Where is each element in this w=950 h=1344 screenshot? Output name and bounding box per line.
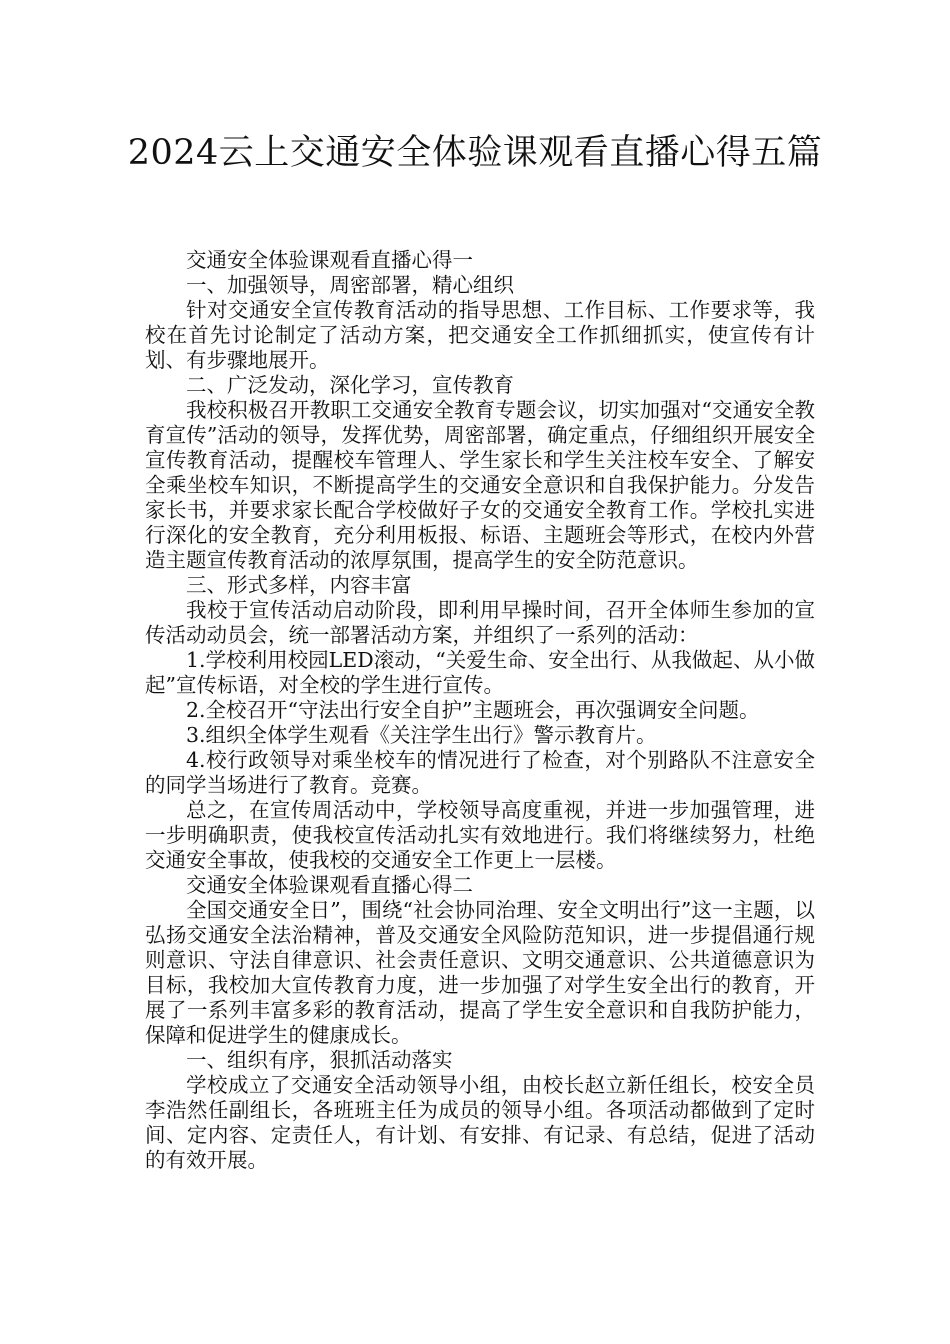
subsection-heading: 三、形式多样，内容丰富 [186,573,412,597]
body-paragraph: 全国交通安全日”，围绕“社会协同治理、安全文明出行”这一主题，以弘扬交通安全法治精神，普及交通安全风险防范知识，进一步提倡通行规则意识、守法自律意识、社会责任意识、文明交通意识、公共道德意识为目标，我校加大宣传教育力度，进一步加强了对学生安全出行的教育，开展了一系列丰富多彩的教育活动，提高了学生安全意识和自我防护能力，保障和促进学生的健康成长。 [145,898,815,1047]
subsection-heading: 一、加强领导，周密部署，精心组织 [186,273,514,297]
body-paragraph: 学校成立了交通安全活动领导小组，由校长赵立新任组长，校安全员李浩然任副组长，各班班主任为成员的领导小组。各项活动都做到了定时间、定内容、定责任人，有计划、有安排、有记录、有总结，促进了活动的有效开展。 [145,1073,815,1172]
body-paragraph: 我校于宣传活动启动阶段，即利用早操时间，召开全体师生参加的宣传活动动员会，统一部署活动方案，并组织了一系列的活动： [145,598,815,647]
list-item: 3.组织全体学生观看《关注学生出行》警示教育片。 [186,723,657,747]
body-paragraph: 总之，在宣传周活动中，学校领导高度重视，并进一步加强管理，进一步明确职责，使我校宣传活动扎实有效地进行。我们将继续努力，杜绝交通安全事故，使我校的交通安全工作更上一层楼。 [145,798,815,872]
subsection-heading: 一、组织有序，狠抓活动落实 [186,1048,453,1072]
body-paragraph: 我校积极召开教职工交通安全教育专题会议，切实加强对“交通安全教育宣传”活动的领导，发挥优势，周密部署，确定重点，仔细组织开展安全宣传教育活动，提醒校车管理人、学生家长和学生关注校车安全、了解安全乘坐校车知识，不断提高学生的交通安全意识和自我保护能力。分发告家长书，并要求家长配合学校做好子女的交通安全教育工作。学校扎实进行深化的安全教育，充分利用板报、标语、主题班会等形式，在校内外营造主题宣传教育活动的浓厚氛围，提高学生的安全防范意识。 [145,398,815,572]
body-paragraph: 针对交通安全宣传教育活动的指导思想、工作目标、工作要求等，我校在首先讨论制定了活动方案，把交通安全工作抓细抓实，使宣传有计划、有步骤地展开。 [145,298,815,372]
section-heading: 交通安全体验课观看直播心得一 [186,248,473,272]
list-item: 4.校行政领导对乘坐校车的情况进行了检查，对个别路队不注意安全的同学当场进行了教育。竞赛。 [145,748,815,797]
document-body [145,248,815,1173]
list-item: 2.全校召开“守法出行安全自护”主题班会，再次强调安全问题。 [186,698,760,722]
document-title: 2024云上交通安全体验课观看直播心得五篇 [127,133,823,173]
list-item: 1.学校利用校园LED滚动，“关爱生命、安全出行、从我做起、从小做起”宣传标语，对全校的学生进行宣传。 [145,648,815,697]
subsection-heading: 二、广泛发动，深化学习，宣传教育 [186,373,514,397]
section-heading: 交通安全体验课观看直播心得二 [186,873,473,897]
